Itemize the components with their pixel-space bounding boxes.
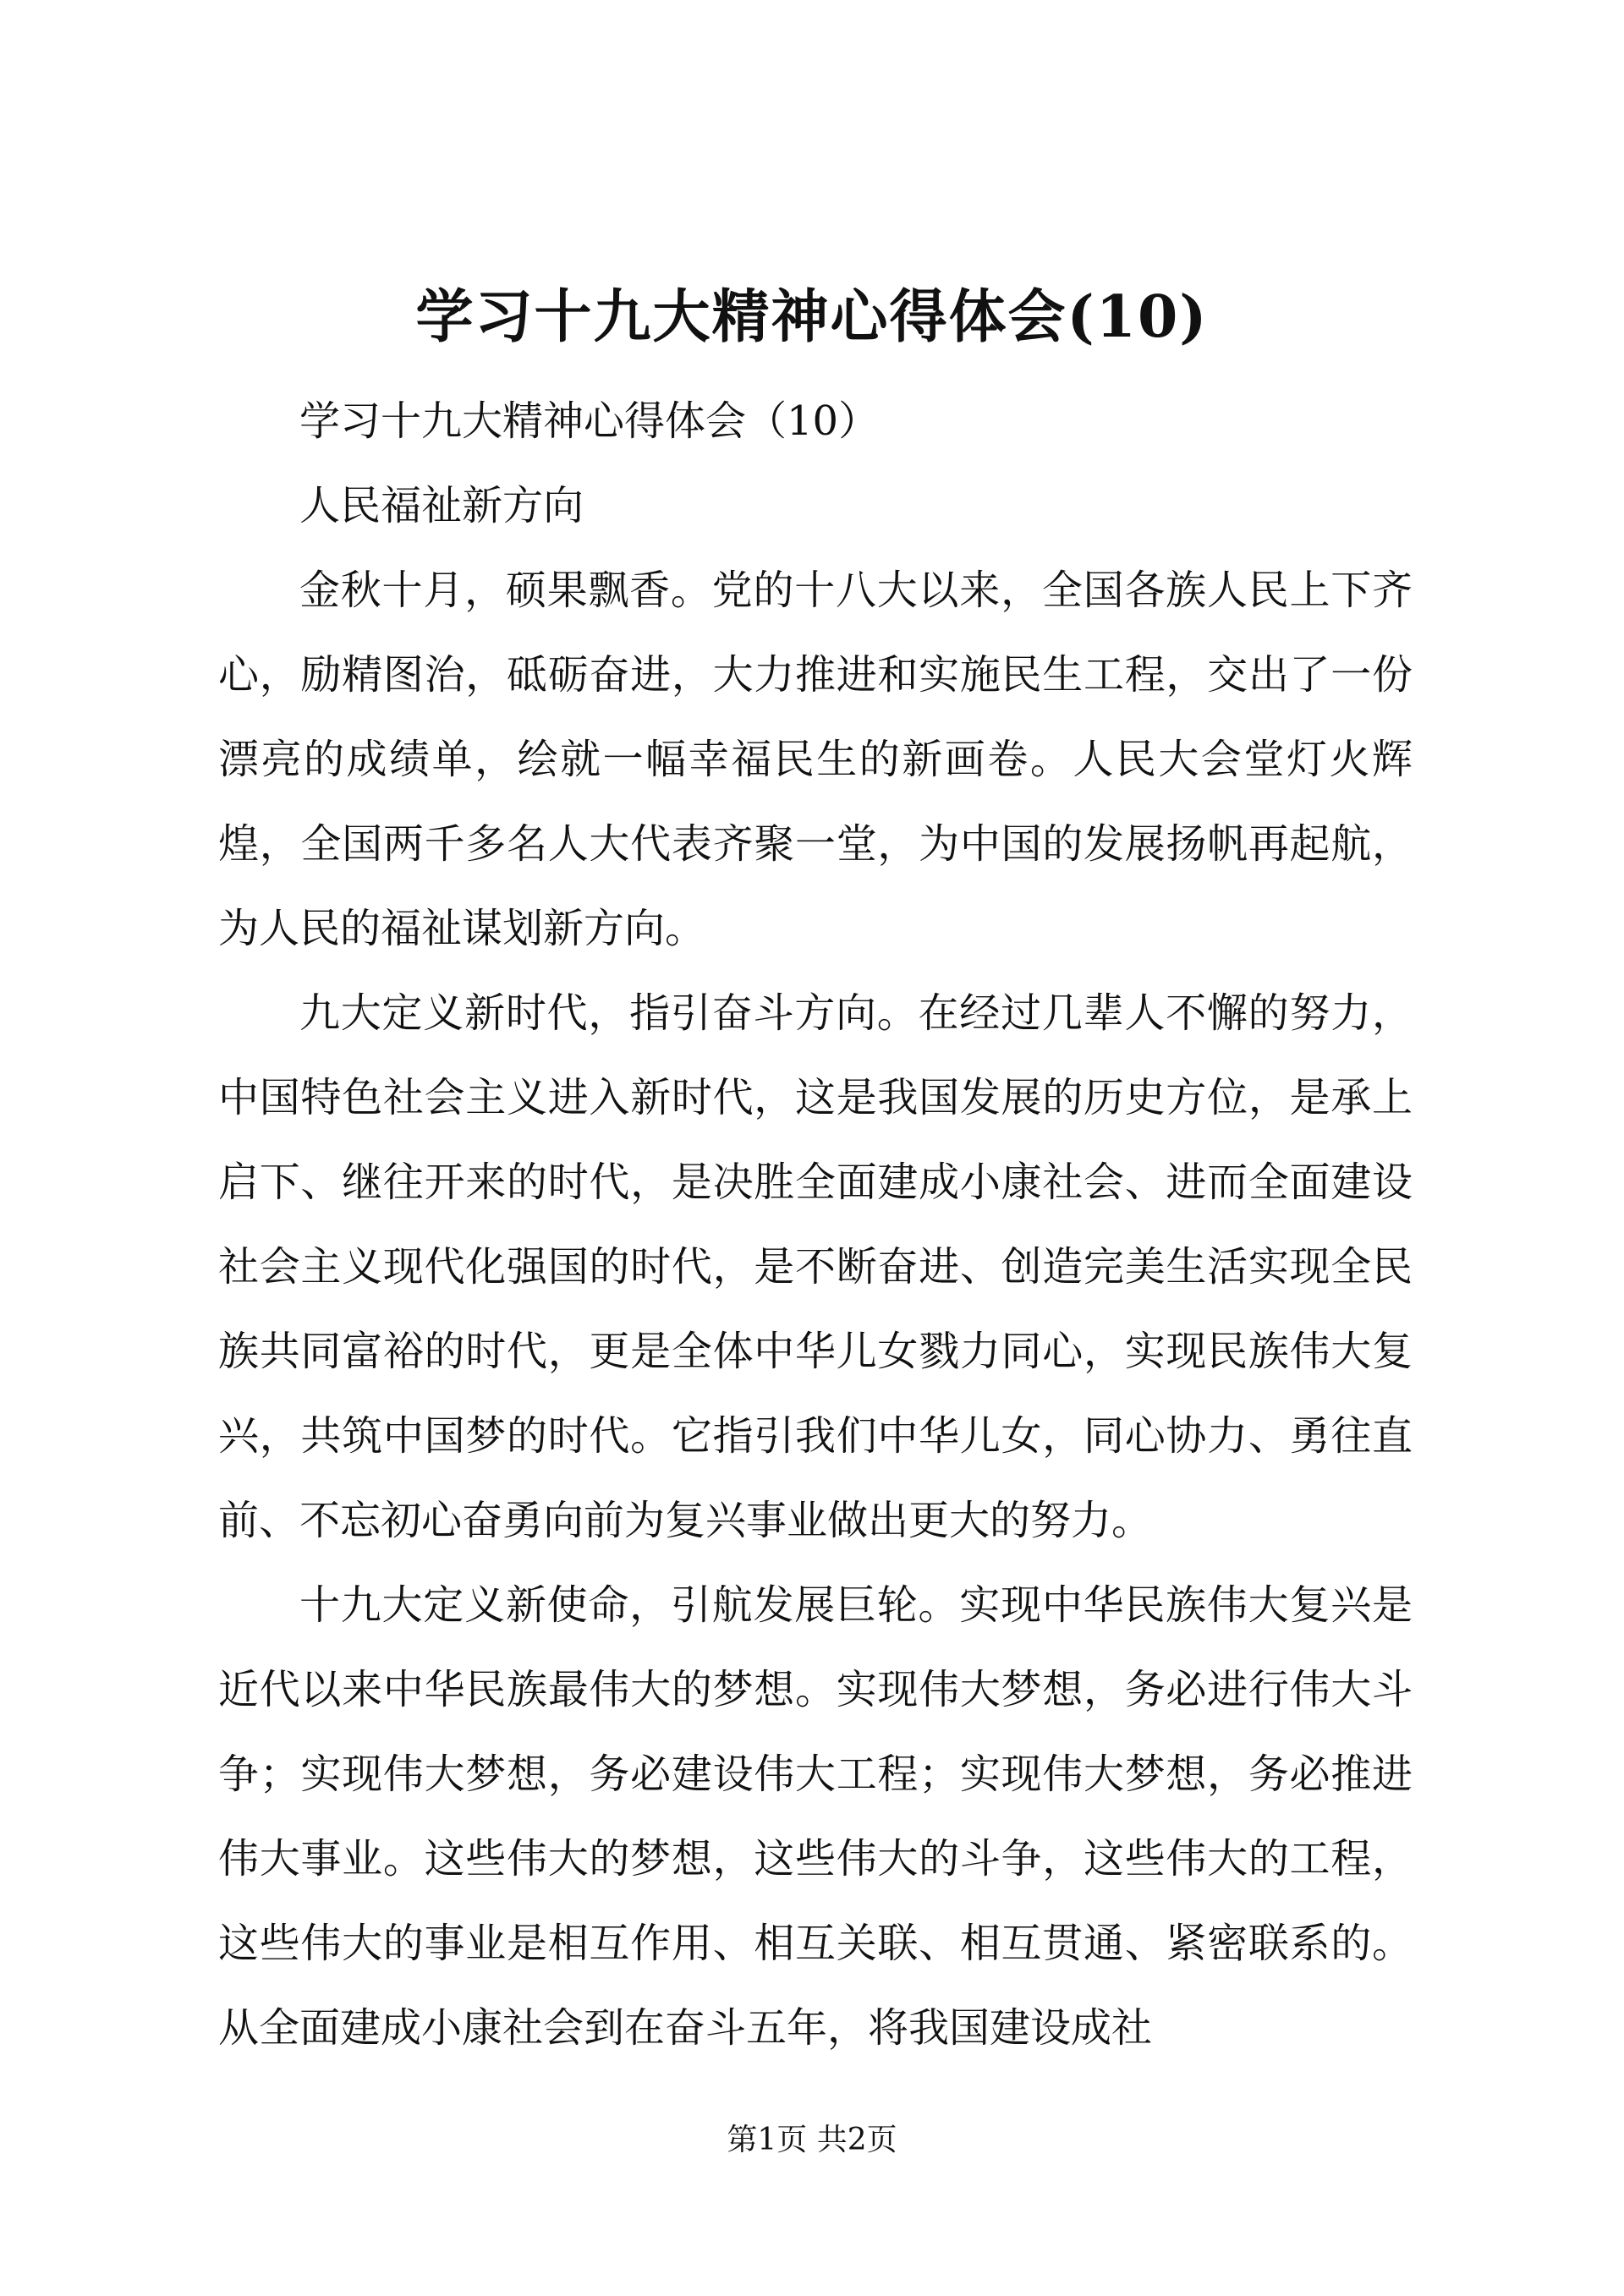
document-title: 学习十九大精神心得体会(10) <box>415 283 1209 351</box>
body-paragraph-3: 十九大定义新使命，引航发展巨轮。实现中华民族伟大复兴是近代以来中华民族最伟大的梦想。实现伟大梦想，务必进行伟大斗争；实现伟大梦想，务必建设伟大工程；实现伟大梦想，务必推进伟大事业。这些伟大的梦想，这些伟大的斗争，这些伟大的工程，这些伟大的事业是相互作用、相互关联、相互贯通、紧密联系的。从全面建成小康社会到在奋斗五年，将我国建设成社 <box>218 1581 1413 2052</box>
subtitle-paragraph: 学习十九大精神心得体会（10） <box>299 397 880 445</box>
body-paragraph-2: 九大定义新时代，指引奋斗方向。在经过几辈人不懈的努力，中国特色社会主义进入新时代，这是我国发展的历史方位，是承上启下、继往开来的时代，是决胜全面建成小康社会、进而全面建设社会主义现代化强国的时代，是不断奋进、创造完美生活实现全民族共同富裕的时代，更是全体中华儿女戮力同心，实现民族伟大复兴，共筑中国梦的时代。它指引我们中华儿女，同心协力、勇往直前、不忘初心奋勇向前为复兴事业做出更大的努力。 <box>218 989 1413 1544</box>
page-number-footer: 第1页 共2页 <box>727 2123 897 2157</box>
section-heading: 人民福祉新方向 <box>299 482 584 529</box>
body-paragraph-1: 金秋十月，硕果飘香。党的十八大以来，全国各族人民上下齐心，励精图治，砥砺奋进，大力推进和实施民生工程，交出了一份漂亮的成绩单，绘就一幅幸福民生的新画卷。人民大会堂灯火辉煌，全国两千多名人大代表齐聚一堂，为中国的发展扬帆再起航，为人民的福祉谋划新方向。 <box>218 567 1413 952</box>
document-body <box>218 379 1413 2070</box>
